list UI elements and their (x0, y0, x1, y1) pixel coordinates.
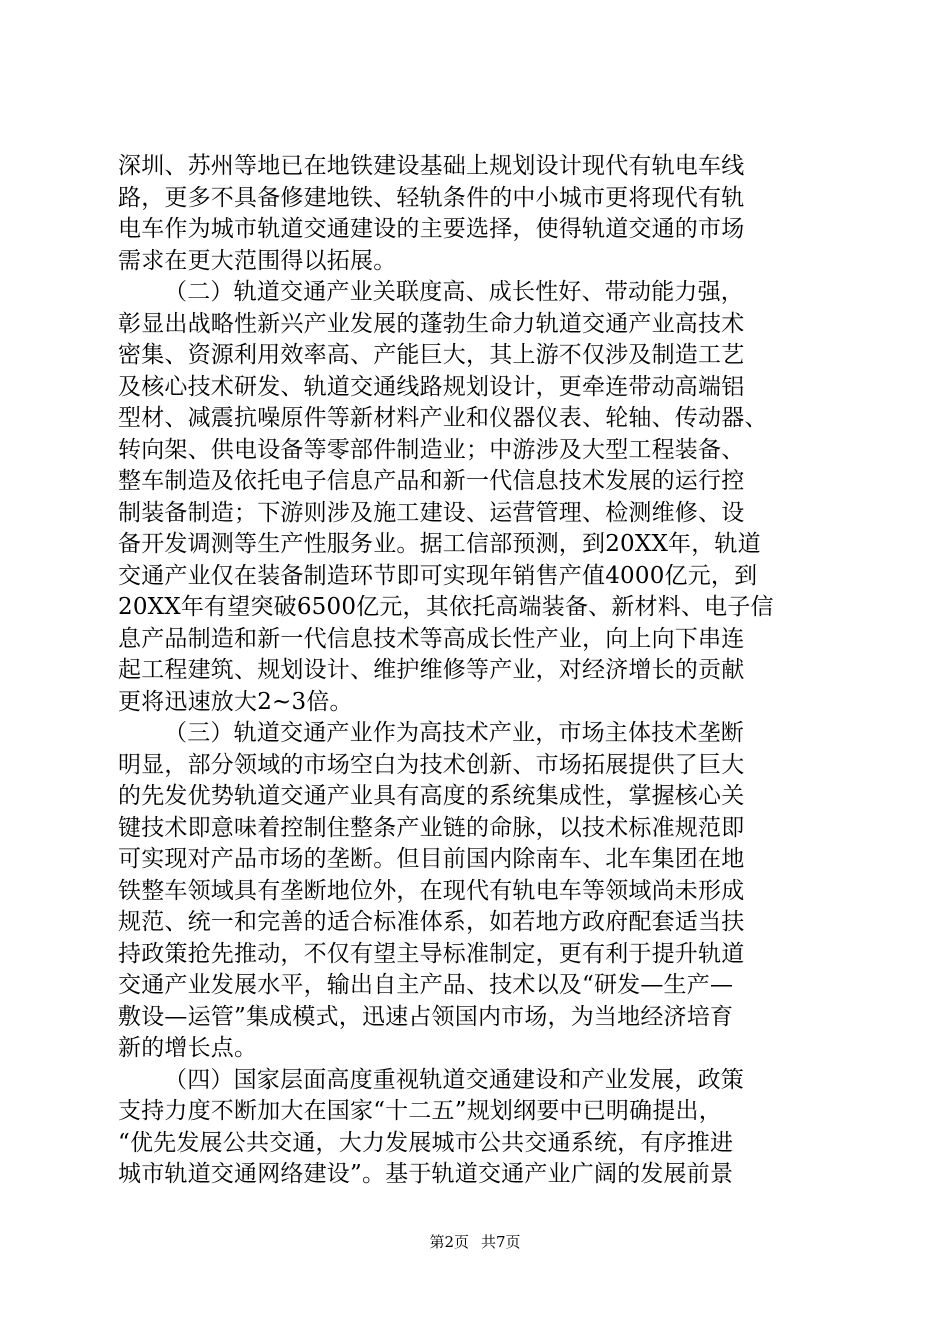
text-line: 路，更多不具备修建地铁、轻轨条件的中小城市更将现代有轨 (118, 184, 745, 211)
text-line: 备开发调测等生产性服务业。据工信部预测，到20XX年，轨道 (118, 531, 761, 557)
text-line: 密集、资源利用效率高、产能巨大，其上游不仅涉及制造工艺 (118, 342, 745, 368)
text-line: 支持力度不断加大在国家“十二五”规划纲要中已明确提出， (118, 1098, 722, 1124)
text-line: 键技术即意味着控制住整条产业链的命脉，以技术标准规范即 (118, 814, 745, 841)
text-line: 需求在更大范围得以拓展。 (118, 247, 397, 274)
text-line: 交通产业发展水平，输出自主产品、技术以及“研发—生产— (118, 972, 734, 998)
text-line: 明显，部分领域的市场空白为技术创新、市场拓展提供了巨大 (118, 751, 745, 778)
text-line: 制装备制造；下游则涉及施工建设、运营管理、检测维修、设 (118, 499, 745, 526)
page-footer (0, 1232, 950, 1252)
text-line: 铁整车领域具有垄断地位外，在现代有轨电车等领域尚未形成 (118, 877, 745, 904)
page-number: 第2页 (429, 1233, 469, 1251)
text-line: 型材、减震抗噪原件等新材料产业和仪器仪表、轮轴、传动器、 (118, 405, 768, 431)
text-line: 可实现对产品市场的垄断。但目前国内除南车、北车集团在地 (118, 846, 745, 872)
text-line: 城市轨道交通网络建设”。基于轨道交通产业广阔的发展前景 (118, 1161, 734, 1187)
text-line: 深圳、苏州等地已在地铁建设基础上规划设计现代有轨电车线 (118, 153, 745, 179)
text-line: 转向架、供电设备等零部件制造业；中游涉及大型工程装备、 (118, 436, 745, 463)
text-line: 息产品制造和新一代信息技术等高成长性产业，向上向下串连 (118, 625, 745, 652)
text-line: 新的增长点。 (118, 1035, 258, 1061)
text-line: 敷设—运管”集成模式，迅速占领国内市场，为当地经济培育 (118, 1003, 734, 1030)
text-line: 整车制造及依托电子信息产品和新一代信息技术发展的运行控 (118, 468, 745, 494)
text-line: 及核心技术研发、轨道交通线路规划设计，更牵连带动高端铝 (118, 373, 745, 400)
text-line: 的先发优势轨道交通产业具有高度的系统集成性，掌握核心关 (118, 783, 745, 809)
text-line: 持政策抢先推动，不仅有望主导标准制定，更有利于提升轨道 (118, 940, 745, 967)
text-line: 起工程建筑、规划设计、维护维修等产业，对经济增长的贡献 (118, 657, 745, 683)
text-line: 交通产业仅在装备制造环节即可实现年销售产值4000亿元，到 (118, 562, 758, 589)
paragraph-start-line: （二）轨道交通产业关联度高、成长性好、带动能力强， (164, 279, 744, 305)
page-total: 共7页 (481, 1233, 521, 1251)
text-line: 电车作为城市轨道交通建设的主要选择，使得轨道交通的市场 (118, 216, 745, 242)
document-body (118, 151, 838, 1191)
paragraph-start-line: （四）国家层面高度重视轨道交通建设和产业发展，政策 (164, 1066, 744, 1093)
text-line: 彰显出战略性新兴产业发展的蓬勃生命力轨道交通产业高技术 (118, 310, 745, 337)
text-line: “优先发展公共交通，大力发展城市公共交通系统，有序推进 (118, 1129, 734, 1156)
text-line: 规范、统一和完善的适合标准体系，如若地方政府配套适当扶 (118, 909, 745, 935)
text-line: 20XX年有望突破6500亿元，其依托高端装备、新材料、电子信 (118, 594, 774, 620)
paragraph-start-line: （三）轨道交通产业作为高技术产业，市场主体技术垄断 (164, 720, 744, 746)
text-line: 更将迅速放大2~3倍。 (118, 688, 353, 715)
